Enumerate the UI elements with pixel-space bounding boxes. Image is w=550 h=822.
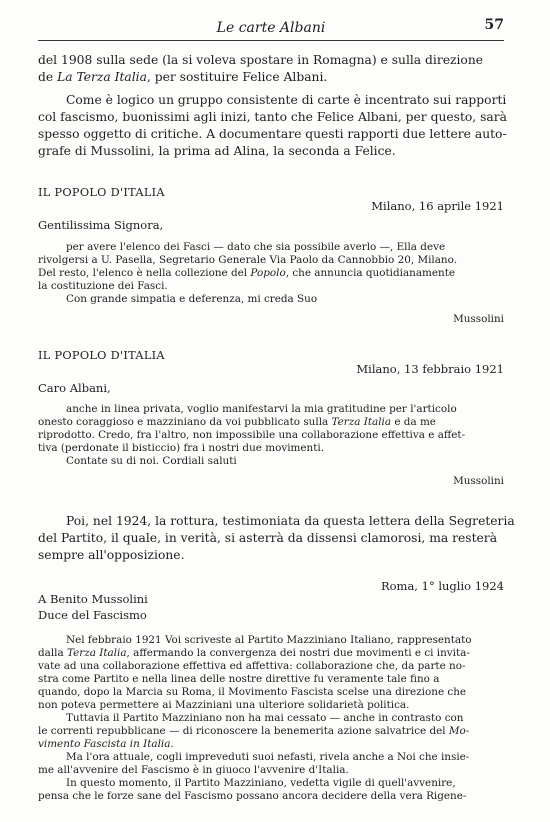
- letter-line: Ma l'ora attuale, cogli impreveduti suoi nefasti, rivela anche a Noi che insie-: [66, 751, 470, 763]
- text-line: del 1908 sulla sede (la si voleva spostare in Romagna) e sulla direzione: [38, 53, 484, 67]
- letter-line: la costituzione dei Fasci.: [38, 280, 168, 292]
- letter-line: quando, dopo la Marcia su Roma, il Movimento Fascista scelse una direzione che: [38, 686, 467, 698]
- letter-line: Tuttavia il Partito Mazziniano non ha mai cessato — anche in contrasto con: [66, 712, 464, 724]
- letter-line: onesto coraggioso e mazziniano da voi pubblicato sulla Terza Italia e da me: [38, 416, 436, 428]
- letter-recipient: A Benito Mussolini: [38, 592, 148, 606]
- text-line: spesso oggetto di critiche. A documentare questi rapporti due lettere auto-: [38, 127, 507, 141]
- text-line: sempre all'opposizione.: [38, 548, 185, 562]
- letter-signature: Mussolini: [453, 475, 504, 487]
- letter-line: Nel febbraio 1921 Voi scriveste al Partito Mazziniano Italiano, rappresentato: [66, 634, 472, 646]
- letter-place-date: Roma, 1° luglio 1924: [380, 579, 504, 593]
- text-line: del Partito, il quale, in verità, si asterrà da dissensi clamorosi, ma resterà: [38, 531, 498, 545]
- letter-line: riprodotto. Credo, fra l'altro, non impossibile una collaborazione effettiva e affet-: [38, 429, 466, 441]
- text-line: grafe di Mussolini, la prima ad Alina, la seconda a Felice.: [38, 144, 396, 158]
- letter-signature: Mussolini: [453, 313, 504, 325]
- letter-line: stra come Partito e nella linea delle nostre direttive fu veramente tale fino a: [38, 673, 440, 685]
- letter-line: dalla Terza Italia, affermando la convergenza dei nostri due movimenti e ci invita-: [38, 647, 470, 659]
- letter-line: In questo momento, il Partito Mazziniano, vedetta vigile di quell'avvenire,: [66, 777, 456, 789]
- letter-line: rivolgersi a U. Pasella, Segretario Generale Via Paolo da Cannobbio 20, Milano.: [38, 254, 457, 266]
- letter-line: me all'avvenire del Fascismo è in giuoco l'avvenire d'Italia.: [38, 764, 349, 776]
- letter-line: anche in linea privata, voglio manifestarvi la mia gratitudine per l'articolo: [66, 403, 457, 415]
- letter-salutation: Gentilissima Signora,: [38, 218, 164, 232]
- text-line: Come è logico un gruppo consistente di carte è incentrato sui rapporti: [66, 93, 507, 107]
- letter-salutation: Caro Albani,: [38, 381, 111, 395]
- text-line: de La Terza Italia, per sostituire Felice Albani.: [38, 70, 328, 84]
- letter-recipient: Duce del Fascismo: [38, 608, 147, 622]
- letter-line: Con grande simpatia e deferenza, mi creda Suo: [66, 293, 318, 305]
- running-title: Le carte Albani: [216, 20, 326, 36]
- letter-line: per avere l'elenco dei Fasci — dato che sia possibile averlo —, Ella deve: [66, 241, 446, 253]
- letter-line: vate ad una collaborazione effettiva ed affettiva: collaborazione che, da parte no-: [38, 660, 466, 672]
- running-header: [38, 14, 504, 41]
- letter-line: Del resto, l'elenco è nella collezione del Popolo, che annuncia quotidianamente: [38, 267, 456, 279]
- letter-place-date: Milano, 13 febbraio 1921: [356, 362, 504, 376]
- letter-line: Contate su di noi. Cordiali saluti: [66, 455, 237, 467]
- text-line: Poi, nel 1924, la rottura, testimoniata da questa lettera della Segreteria: [66, 514, 515, 528]
- letter-line: vimento Fascista in Italia.: [38, 738, 174, 750]
- letter-line: le correnti repubblicane — di riconoscere la benemerita azione salvatrice del Mo-: [38, 725, 470, 737]
- page-number: 57: [484, 17, 504, 33]
- letterhead-heading: IL POPOLO D'ITALIA: [38, 349, 165, 362]
- text-line: col fascismo, buonissimi agli inizi, tanto che Felice Albani, per questo, sarà: [38, 110, 507, 124]
- letter-line: non poteva permettere ai Mazziniani una ulteriore solidarietà politica.: [38, 699, 410, 711]
- letter-line: tiva (perdonate il bisticcio) fra i nostri due movimenti.: [38, 442, 325, 454]
- letter-place-date: Milano, 16 aprile 1921: [371, 199, 504, 213]
- letter-line: pensa che le forze sane del Fascismo possano ancora decidere della vera Rigene-: [38, 790, 467, 802]
- letterhead-heading: IL POPOLO D'ITALIA: [38, 186, 165, 199]
